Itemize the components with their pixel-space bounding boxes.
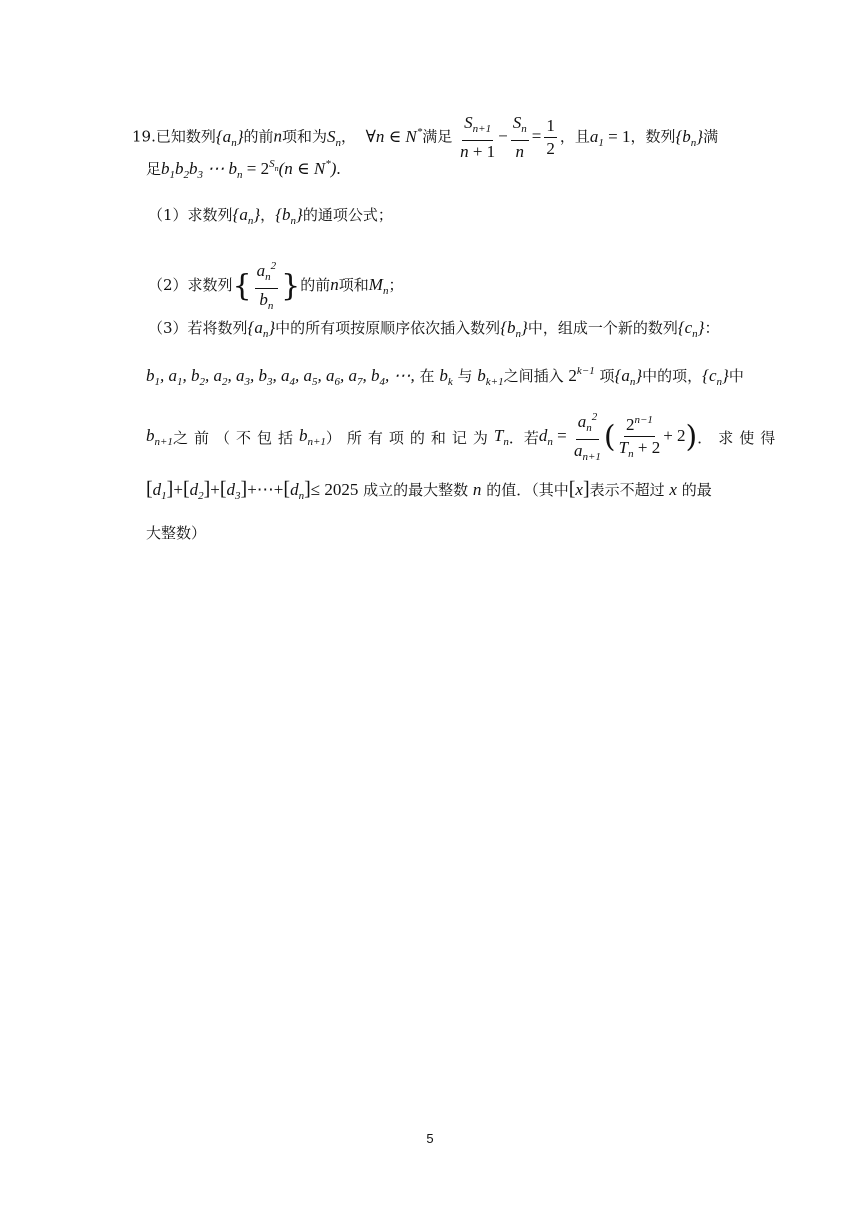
math: $\{c_n\}$ xyxy=(677,318,705,340)
math: $T_n$ xyxy=(493,426,509,448)
text: 足 xyxy=(146,160,162,178)
problem-line-1: 19.已知数列$\{a_n\}$的前n项和为$S_n$， ∀n ∈ N*满足 $\frac{S_{n+1}}{n + 1}$ − $\frac{S_n}{n}$ = $\frac{1}{2}$ ，且$a_1 = 1$，数列$\{b_n\}$满 xyxy=(132,113,719,161)
text: ： xyxy=(704,319,720,337)
text: 成立的最大整数 xyxy=(363,481,469,499)
math: $b_{k+1}$ xyxy=(477,366,504,388)
text: 的前 xyxy=(243,127,274,146)
text: 中 xyxy=(728,367,744,385)
math: n xyxy=(472,480,482,499)
part-1 xyxy=(148,204,393,227)
text: 满足 xyxy=(422,127,453,146)
problem-number: 19. xyxy=(132,127,156,146)
text: 的最 xyxy=(681,481,712,499)
math: $b_1$, $a_1$, $b_2$, $a_2$, $a_3$, $b_3$, $a_4$, $a_5$, $a_6$, $a_7$, $b_4$, ⋯, xyxy=(146,366,415,388)
text: 中，组成一个新的数列 xyxy=(527,319,678,337)
text: 大整数） xyxy=(146,524,207,542)
text: ，且 xyxy=(559,127,590,146)
problem-line-2 xyxy=(146,158,341,181)
math: $\{a_n\}$ xyxy=(614,366,643,388)
text: 的值．（其中 xyxy=(486,481,569,499)
math: $\{a_n\}$ xyxy=(215,126,244,149)
text: （1）求数列 xyxy=(148,206,233,224)
text: ，数列 xyxy=(630,127,676,146)
fraction: $\frac{S_n}{n}$ xyxy=(512,113,527,161)
math: $b_{n+1}$ xyxy=(146,426,173,448)
part-3-sequence xyxy=(146,365,744,388)
text: （2）求数列 xyxy=(148,276,233,294)
math: $[d_1]+[d_2]+[d_3]+\cdots+[d_n]\le 2025$ xyxy=(146,478,359,502)
math: $b_k$ xyxy=(439,366,453,388)
text: 满 xyxy=(703,127,719,146)
text: 在 xyxy=(419,367,435,385)
text: ．若 xyxy=(508,428,539,447)
text: 项和 xyxy=(338,276,369,294)
part-2: （2）求数列{ $\frac{a_n^2}{b_n}$ }的前n项和$M_n$； xyxy=(148,257,403,315)
text: ．求使得 xyxy=(697,428,782,447)
page-number: 5 xyxy=(426,1131,434,1146)
text: ， xyxy=(260,206,276,224)
math: ∀n ∈ N* xyxy=(365,125,423,146)
math: $\{c_n\}$ xyxy=(702,366,729,388)
math: $\{b_n\}$ xyxy=(275,205,303,227)
part-3-line-5 xyxy=(146,522,206,543)
math: $\{b_n\}$ xyxy=(675,126,704,149)
math: $2^{k-1}$ xyxy=(568,365,595,385)
text: 之前（不包括 xyxy=(172,428,299,447)
math: $a_1 = 1$ xyxy=(589,126,631,149)
text: 项 xyxy=(599,367,615,385)
text: ）所有项的和记为 xyxy=(325,428,494,447)
math: [x] xyxy=(568,478,590,500)
text: 表示不超过 xyxy=(589,481,665,499)
part-3 xyxy=(148,317,720,340)
text: 中的所有项按原顺序依次插入数列 xyxy=(275,319,501,337)
fraction: $\frac{S_{n+1}}{n + 1}$ xyxy=(460,113,496,161)
math: n xyxy=(330,275,339,294)
math: $M_n$ xyxy=(368,275,389,297)
math: $d_n$ = $\frac{a_n^2}{a_{n+1}}$ ( $\frac{2^{n-1}}{T_n + 2}$ + 2) xyxy=(539,408,697,466)
fraction: $\frac{1}{2}$ xyxy=(546,116,555,158)
text: 的前 xyxy=(300,276,331,294)
math: $\{a_n\}$ xyxy=(232,205,261,227)
math: $\{a_n\}$ xyxy=(247,318,276,340)
text: 与 xyxy=(457,367,473,385)
text: （3）若将数列 xyxy=(148,319,248,337)
math: $\{b_n\}$ xyxy=(500,318,528,340)
math: $b_1b_2b_3$ ⋯ $b_n = 2^{S_n}(n$ ∈ N*). xyxy=(161,158,341,181)
part-3-line-3 xyxy=(146,408,782,466)
math: $S_n$ xyxy=(327,126,342,149)
math: n xyxy=(273,126,283,146)
math: $b_{n+1}$ xyxy=(298,426,326,448)
text: 的通项公式； xyxy=(302,206,393,224)
text: 项和为 xyxy=(282,127,328,146)
math: x xyxy=(669,480,677,499)
text: 已知数列 xyxy=(155,127,216,146)
part-3-line-4 xyxy=(146,478,712,502)
text: 中的项， xyxy=(642,367,703,385)
text: 之间插入 xyxy=(503,367,564,385)
fraction: $\frac{a_n^2}{b_n}$ xyxy=(255,257,279,315)
